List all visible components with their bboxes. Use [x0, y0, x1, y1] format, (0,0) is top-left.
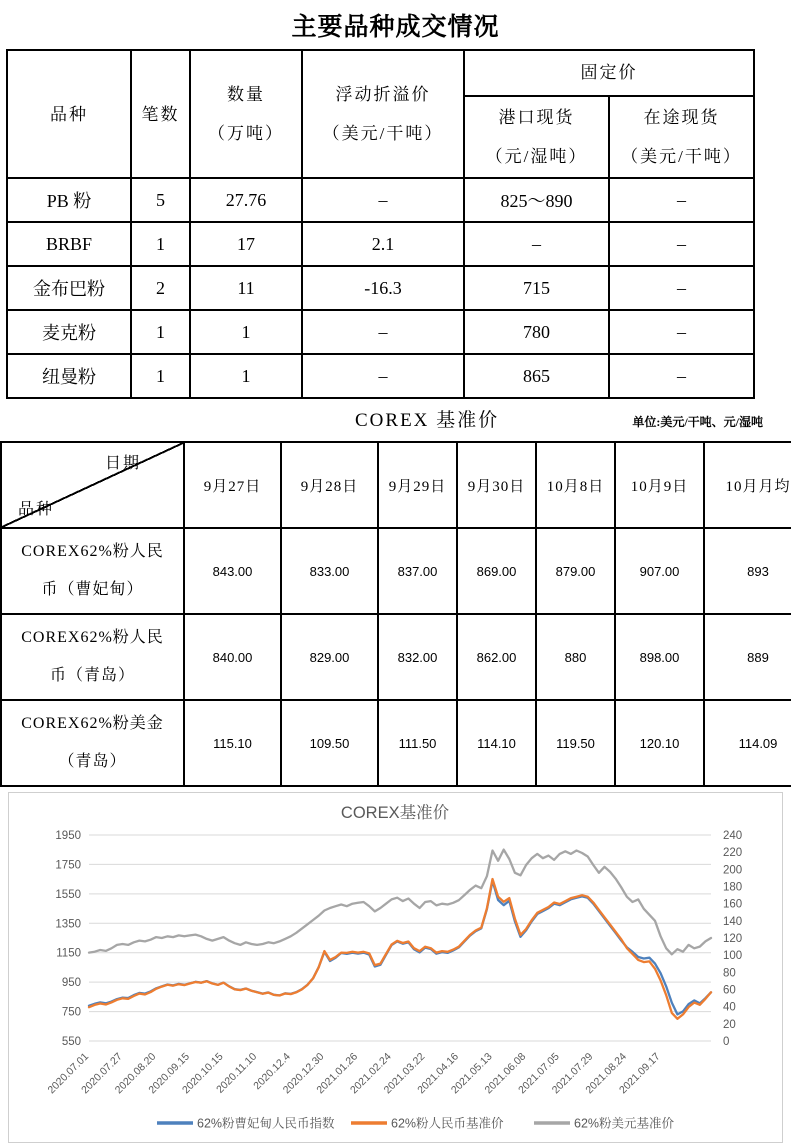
date-column-header: 9月29日: [378, 442, 457, 528]
table-cell: 纽曼粉: [7, 354, 131, 398]
left-axis-tick-label: 1150: [56, 947, 81, 960]
x-axis-tick-label: 2021.05.13: [448, 1050, 495, 1097]
right-axis-tick-label: 200: [723, 864, 743, 877]
table-cell: 1: [190, 354, 302, 398]
col-header-count: 笔数: [131, 50, 190, 178]
table-cell: –: [609, 354, 754, 398]
x-axis-tick-label: 2021.07.05: [516, 1050, 562, 1097]
col-header-fixed-price: 固定价: [464, 50, 754, 96]
date-column-header: 10月9日: [615, 442, 704, 528]
right-axis-tick-label: 0: [723, 1036, 730, 1049]
table-cell: –: [609, 178, 754, 222]
table-row: [7, 178, 754, 222]
legend-label: 62%粉曹妃甸人民币指数: [197, 1116, 335, 1131]
table-cell: 115.10: [184, 700, 281, 786]
x-axis-tick-label: 2021.02.24: [348, 1050, 394, 1097]
table-cell: 889: [704, 614, 791, 700]
date-column-header: 10月8日: [536, 442, 615, 528]
corex-price-table: [0, 441, 791, 787]
table-cell: 1: [131, 222, 190, 266]
right-axis-tick-label: 40: [723, 1001, 736, 1014]
x-axis-tick-label: 2021.09.17: [617, 1050, 663, 1097]
right-axis-tick-label: 160: [723, 898, 743, 911]
table-cell: 833.00: [281, 528, 378, 614]
table-row: [7, 354, 754, 398]
table-cell: 880: [536, 614, 615, 700]
corex-section-title: COREX 基准价: [355, 410, 500, 432]
table-cell: 11: [190, 266, 302, 310]
table-cell: 114.10: [457, 700, 536, 786]
date-column-header: 9月27日: [184, 442, 281, 528]
table-cell: –: [609, 222, 754, 266]
x-axis-tick-label: 2020.07.01: [45, 1050, 92, 1097]
table-cell: 109.50: [281, 700, 378, 786]
table-cell: 832.00: [378, 614, 457, 700]
left-axis-tick-label: 1950: [55, 830, 81, 843]
corex-chart-container: [8, 792, 783, 1143]
table-cell: 715: [464, 266, 609, 310]
col-header-quantity-line1: 数量: [227, 85, 265, 104]
table-cell: 金布巴粉: [7, 266, 131, 310]
table-cell: 893: [704, 528, 791, 614]
table-cell: 2.1: [302, 222, 464, 266]
table-row: [7, 222, 754, 266]
table-cell: –: [302, 178, 464, 222]
right-axis-tick-label: 220: [723, 847, 743, 860]
x-axis-tick-label: 2020.08.20: [112, 1050, 159, 1097]
series-line: [89, 850, 711, 955]
table-cell: 1: [131, 354, 190, 398]
x-axis-tick-label: 2020.12.4: [251, 1050, 293, 1093]
corner-label-date: 日期: [104, 455, 141, 473]
table-cell: 120.10: [615, 700, 704, 786]
col-header-floating-line2: （美元/干吨）: [322, 124, 444, 144]
table-cell: –: [302, 310, 464, 354]
left-axis-tick-label: 950: [61, 977, 81, 990]
x-axis-tick-label: 2020.07.27: [79, 1050, 125, 1097]
col-header-quantity: [190, 50, 302, 178]
table-cell: 829.00: [281, 614, 378, 700]
table-cell: 111.50: [378, 700, 457, 786]
table-cell: 17: [190, 222, 302, 266]
table-cell: –: [609, 266, 754, 310]
right-axis-tick-label: 240: [723, 830, 743, 843]
series-line: [89, 881, 711, 1015]
corex-section-header: [0, 399, 791, 441]
row-label: COREX62%粉美金（青岛）: [1, 700, 184, 786]
table-cell: 1: [190, 310, 302, 354]
col-header-port-line2: （元/湿吨）: [485, 147, 588, 167]
right-axis-tick-label: 20: [723, 1019, 736, 1032]
table-cell: 865: [464, 354, 609, 398]
right-axis-tick-label: 180: [723, 881, 743, 894]
table-cell: 843.00: [184, 528, 281, 614]
col-header-port-line1: 港口现货: [498, 108, 575, 127]
left-axis-tick-label: 750: [61, 1006, 81, 1019]
legend-label: 62%粉美元基准价: [574, 1116, 675, 1131]
left-axis-tick-label: 1550: [55, 889, 81, 902]
table-cell: -16.3: [302, 266, 464, 310]
table-cell: 119.50: [536, 700, 615, 786]
right-axis-tick-label: 120: [723, 933, 743, 946]
right-axis-tick-label: 80: [723, 967, 736, 980]
col-header-variety: 品种: [7, 50, 131, 178]
x-axis-tick-label: 2020.09.15: [146, 1050, 192, 1097]
date-column-header: 9月28日: [281, 442, 378, 528]
col-header-floating-premium: [302, 50, 464, 178]
table-cell: 114.09: [704, 700, 791, 786]
x-axis-tick-label: 2020.11.10: [214, 1050, 260, 1096]
table-row: [7, 310, 754, 354]
table-cell: 879.00: [536, 528, 615, 614]
left-axis-tick-label: 550: [61, 1036, 81, 1049]
table-cell: 907.00: [615, 528, 704, 614]
table-cell: 862.00: [457, 614, 536, 700]
table-row: [7, 266, 754, 310]
legend-label: 62%粉人民币基准价: [391, 1116, 504, 1131]
diagonal-corner-cell: [1, 442, 184, 528]
col-header-floating-line1: 浮动折溢价: [335, 85, 431, 104]
table-cell: 898.00: [615, 614, 704, 700]
left-axis-tick-label: 1350: [55, 918, 81, 931]
right-axis-tick-label: 60: [723, 984, 736, 997]
table-cell: 1: [131, 310, 190, 354]
left-axis-tick-label: 1750: [55, 859, 81, 872]
col-header-transit-line2: （美元/干吨）: [621, 147, 742, 167]
table-cell: –: [302, 354, 464, 398]
row-label: COREX62%粉人民币（曹妃甸）: [1, 528, 184, 614]
x-axis-tick-label: 2020.10.15: [179, 1050, 226, 1097]
table-cell: 2: [131, 266, 190, 310]
col-header-port-spot: [464, 96, 609, 178]
x-axis-tick-label: 2021.03.22: [381, 1050, 428, 1097]
x-axis-tick-label: 2021.01.26: [314, 1050, 361, 1097]
corner-label-variety: 品种: [18, 501, 55, 519]
x-axis-tick-label: 2021.07.29: [549, 1050, 596, 1097]
col-header-transit-spot: [609, 96, 754, 178]
table-row: [1, 614, 791, 700]
table-cell: 27.76: [190, 178, 302, 222]
corex-unit-note: 单位:美元/干吨、元/湿吨: [632, 415, 763, 430]
date-column-header: 9月30日: [457, 442, 536, 528]
x-axis-tick-label: 2021.04.16: [415, 1050, 461, 1097]
table-cell: 麦克粉: [7, 310, 131, 354]
table-cell: 825～890: [464, 178, 609, 222]
table-cell: 837.00: [378, 528, 457, 614]
table-cell: 840.00: [184, 614, 281, 700]
table-cell: –: [609, 310, 754, 354]
x-axis-tick-label: 2020.12.30: [280, 1050, 327, 1097]
table-row: [1, 700, 791, 786]
table-cell: 869.00: [457, 528, 536, 614]
transactions-table: [6, 49, 755, 399]
corex-chart: [9, 793, 782, 1142]
table-cell: –: [464, 222, 609, 266]
table-cell: 5: [131, 178, 190, 222]
col-header-transit-line1: 在途现货: [643, 108, 720, 127]
right-axis-tick-label: 140: [723, 916, 743, 929]
table-cell: PB 粉: [7, 178, 131, 222]
row-label: COREX62%粉人民币（青岛）: [1, 614, 184, 700]
table-row: [1, 528, 791, 614]
right-axis-tick-label: 100: [723, 950, 743, 963]
date-column-header: 10月月均: [704, 442, 791, 528]
table-cell: BRBF: [7, 222, 131, 266]
col-header-quantity-line2: （万吨）: [208, 124, 284, 144]
x-axis-tick-label: 2021.08.24: [583, 1050, 630, 1097]
x-axis-tick-label: 2021.06.08: [482, 1050, 529, 1097]
chart-title: COREX基准价: [340, 804, 450, 823]
table-cell: 780: [464, 310, 609, 354]
page-title: 主要品种成交情况: [291, 13, 500, 41]
